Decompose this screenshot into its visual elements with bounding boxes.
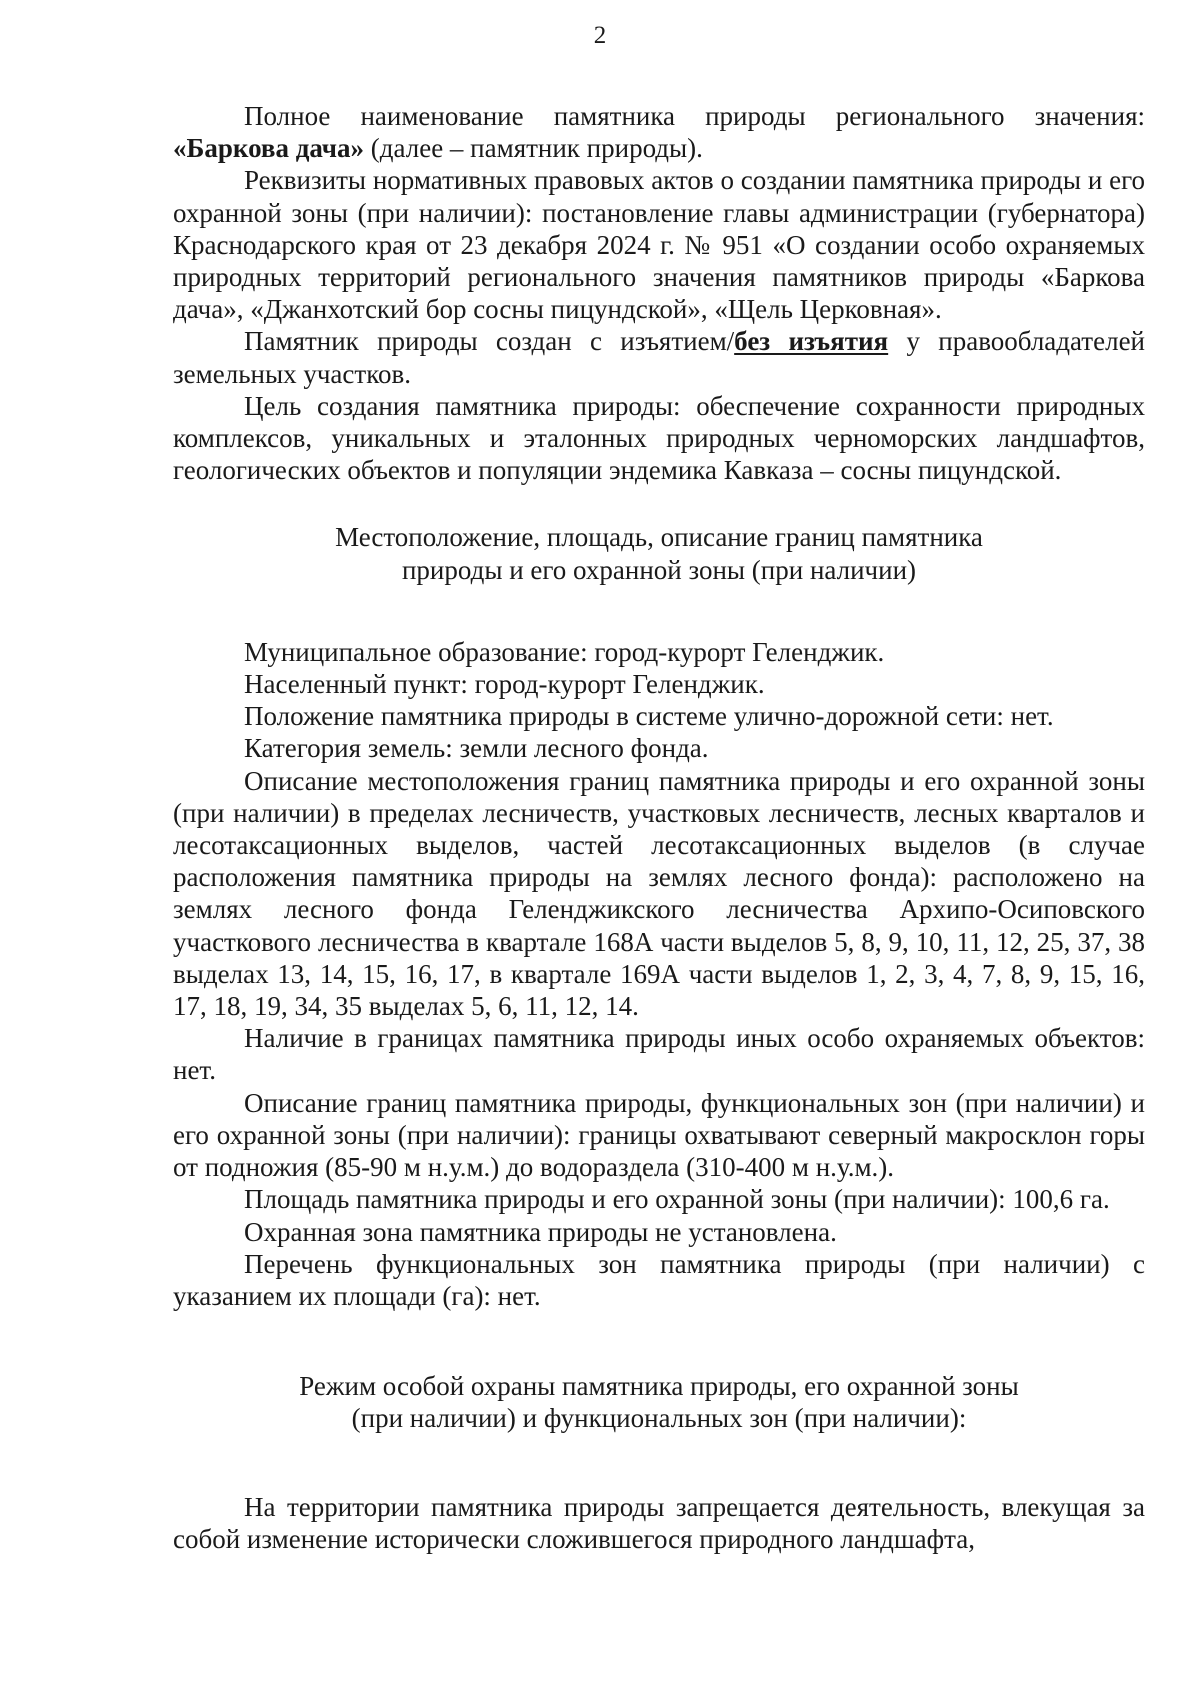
paragraph-boundaries-location: Описание местоположения границ памятника природы и его охранной зоны (при наличии) в пределах лесничеств, участковых лесничеств, лесных кварталов и лесотаксационных выделов, частей лесотаксационных выделов (в случае расположения памятника природы на землях лесного фонда): расположено на землях лесного фонда Геленджикского лесничества Архипо-Осиповского участкового лесничества в квартале 168А части выделов 5, 8, 9, 10, 11, 12, 25, 37, 38 выделах 13, 14, 15, 16, 17, в квартале 169А части выделов 1, 2, 3, 4, 7, 8, 9, 15, 16, 17, 18, 19, 34, 35 выделах 5, 6, 11, 12, 14.	[173, 765, 1145, 1022]
paragraph-land-category: Категория земель: земли лесного фонда.	[244, 733, 709, 764]
paragraph-area: Площадь памятника природы и его охранной зоны (при наличии): 100,6 га.	[244, 1184, 1110, 1215]
heading-regime-line-1: Режим особой охраны памятника природы, его охранной зоны	[299, 1371, 1019, 1402]
paragraph-prohibitions: На территории памятника природы запрещается деятельность, влекущая за собой изменение исторически сложившегося природного ландшафта,	[173, 1491, 1145, 1554]
heading-location-line-2: природы и его охранной зоны (при наличии)	[401, 554, 917, 585]
paragraph-settlement: Населенный пункт: город-курорт Геленджик.	[244, 669, 765, 700]
paragraph-withdrawal	[173, 325, 1145, 389]
paragraph-municipality: Муниципальное образование: город-курорт Геленджик.	[244, 636, 885, 667]
document-body	[173, 100, 1145, 1555]
heading-location-line-1: Местоположение, площадь, описание границ памятника	[335, 522, 983, 553]
paragraph-purpose: Цель создания памятника природы: обеспечение сохранности природных комплексов, уникальных и эталонных природных черноморских ландшафтов, геологических объектов и популяции эндемика Кавказа – сосны пицундской.	[173, 390, 1145, 486]
page-number: 2	[593, 22, 607, 49]
paragraph-functional-zones: Перечень функциональных зон памятника природы (при наличии) с указанием их площади (га): нет.	[173, 1248, 1145, 1311]
withdrawal-suffix: у правообладателей земельных участков.	[173, 326, 1145, 389]
section-heading-location	[173, 521, 1145, 585]
withdrawal-selected-option: без изъятия	[734, 326, 889, 357]
paragraph-boundaries-description: Описание границ памятника природы, функциональных зон (при наличии) и его охранной зоны (при наличии): границы охватывают северный макросклон горы от подножия (85-90 м н.у.м.) до водораздела (310-400 м н.у.м.).	[173, 1087, 1145, 1183]
paragraph-protection-zone: Охранная зона памятника природы не установлена.	[244, 1216, 837, 1247]
heading-regime-line-2: (при наличии) и функциональных зон (при наличии):	[351, 1403, 967, 1434]
full-name-suffix: (далее – памятник природы).	[364, 133, 703, 164]
section-heading-regime	[173, 1370, 1145, 1434]
full-name-text: Полное наименование памятника природы регионального значения:	[244, 101, 1145, 131]
paragraph-road-network: Положение памятника природы в системе улично-дорожной сети: нет.	[244, 701, 1054, 732]
monument-name: «Баркова дача»	[173, 133, 365, 164]
withdrawal-text: Памятник природы создан с изъятием/	[244, 326, 735, 357]
paragraph-legal-acts: Реквизиты нормативных правовых актов о создании памятника природы и его охранной зоны (при наличии): постановление главы администрации (губернатора) Краснодарского края от 23 декабря 2024 г. № 951 «О создании особо охраняемых природных территорий регионального значения памятников природы «Баркова дача», «Джанхотский бор сосны пицундской», «Щель Церковная».	[173, 165, 1145, 325]
paragraph-full-name	[173, 100, 1145, 164]
paragraph-other-objects: Наличие в границах памятника природы иных особо охраняемых объектов: нет.	[173, 1023, 1145, 1086]
